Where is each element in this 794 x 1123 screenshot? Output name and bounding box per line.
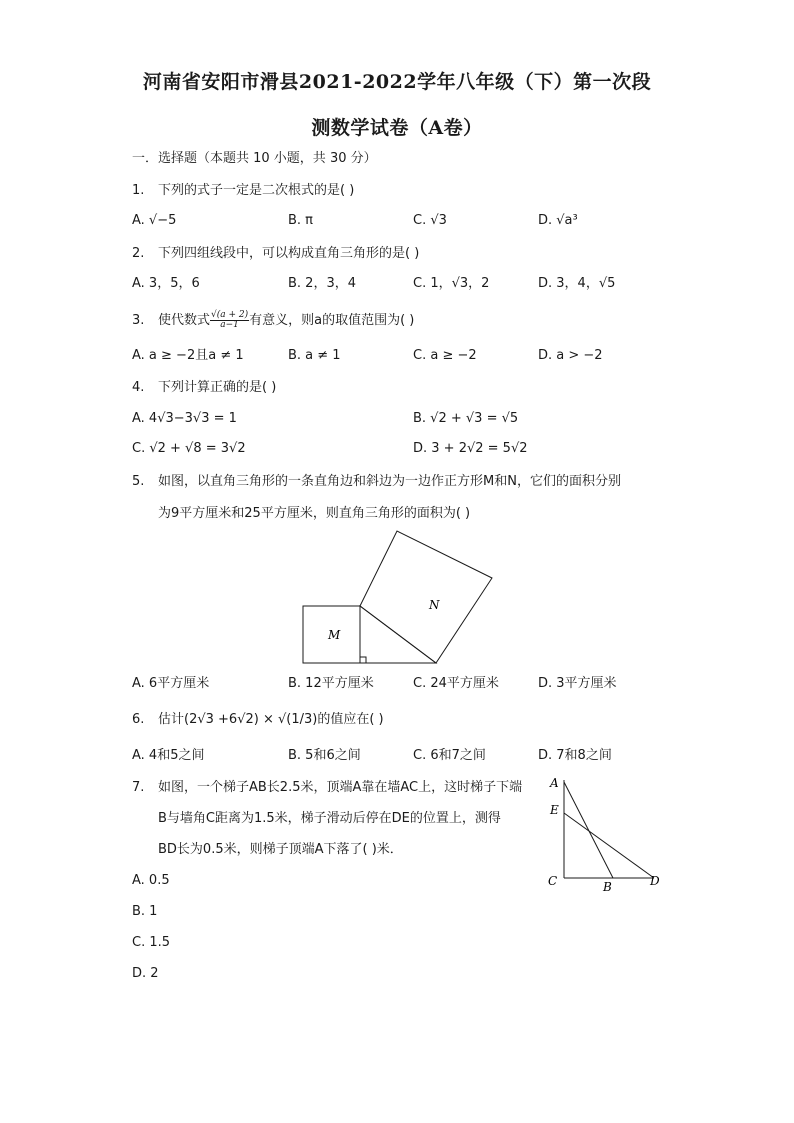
q6-option-c: C. 6和7之间 (413, 748, 486, 763)
q2-option-c: C. 1，√3，2 (413, 276, 490, 291)
question-4 (132, 379, 276, 397)
question-number: 6. (132, 712, 145, 727)
right-angle-marker (360, 657, 366, 663)
q4-option-a: A. 4√3−3√3 = 1 (132, 411, 237, 426)
question-5 (132, 473, 621, 491)
question-number: 3. (132, 313, 145, 328)
q4-option-b: B. √2 + √3 = √5 (413, 411, 519, 426)
q6-option-b: B. 5和6之间 (288, 748, 361, 763)
ladder-ab (564, 782, 613, 878)
question-stem-line-2: B与墙角C距离为1.5米，梯子滑动后停在DE的位置上，测得 (158, 811, 501, 826)
q1-option-c: C. √3 (413, 213, 447, 228)
q4-option-c: C. √2 + √8 = 3√2 (132, 441, 246, 456)
question-stem-line-1: 如图，一个梯子AB长2.5米，顶端A靠在墙AC上，这时梯子下端 (158, 780, 523, 795)
section-heading: 一．选择题（本题共 10 小题，共 30 分） (132, 151, 377, 166)
question-stem: 下列计算正确的是( ) (158, 380, 277, 395)
question-2 (132, 245, 419, 263)
question-number: 4. (132, 380, 145, 395)
question-1 (132, 182, 354, 200)
q1-option-a: A. √−5 (132, 213, 177, 228)
label-m: M (328, 628, 341, 642)
question-stem: 下列四组线段中，可以构成直角三角形的是( ) (158, 246, 420, 261)
q5-option-a: A. 6平方厘米 (132, 676, 210, 691)
q7-option-a: A. 0.5 (132, 873, 170, 888)
ladder-figure (540, 770, 670, 895)
q3-option-d: D. a > −2 (538, 348, 603, 363)
question-number: 1. (132, 183, 145, 198)
question-3 (132, 311, 414, 330)
label-d: D (650, 874, 660, 888)
fraction-numerator: √(a + 2) (211, 310, 249, 320)
label-c: C (548, 874, 558, 888)
q2-option-b: B. 2，3，4 (288, 276, 356, 291)
fraction-denominator: a−1 (220, 320, 239, 330)
label-e: E (550, 803, 559, 817)
square-n (360, 531, 492, 663)
label-n: N (429, 598, 440, 612)
label-a: A (550, 776, 559, 790)
exam-title-line-2: 测数学试卷（A卷） (311, 117, 483, 139)
fraction-expression (210, 311, 249, 330)
q1-option-b: B. π (288, 213, 314, 228)
question-number: 2. (132, 246, 145, 261)
question-stem-line-2: 为9平方厘米和25平方厘米，则直角三角形的面积为( ) (158, 506, 471, 521)
q1-option-d: D. √a³ (538, 213, 578, 228)
q6-option-a: A. 4和5之间 (132, 748, 205, 763)
squares-on-right-triangle-figure (295, 525, 500, 670)
ladder-de (564, 813, 654, 878)
q5-option-d: D. 3平方厘米 (538, 676, 617, 691)
q2-option-d: D. 3，4，√5 (538, 276, 616, 291)
question-stem-line-1: 如图，以直角三角形的一条直角边和斜边为一边作正方形M和N，它们的面积分别 (158, 474, 621, 489)
question-stem: 估计(2√3 +6√2) × √(1/3)的值应在( ) (158, 712, 384, 727)
question-stem-line-3: BD长为0.5米，则梯子顶端A下落了( )米． (158, 842, 403, 857)
q7-option-c: C. 1.5 (132, 935, 171, 950)
q7-option-b: B. 1 (132, 904, 158, 919)
q5-option-c: C. 24平方厘米 (413, 676, 499, 691)
q3-option-b: B. a ≠ 1 (288, 348, 341, 363)
q3-option-c: C. a ≥ −2 (413, 348, 477, 363)
question-6 (132, 711, 384, 729)
question-7 (132, 779, 522, 797)
q6-option-d: D. 7和8之间 (538, 748, 612, 763)
question-stem-post: 有意义，则a的取值范围为( ) (249, 313, 415, 328)
question-number: 7. (132, 780, 145, 795)
q5-option-b: B. 12平方厘米 (288, 676, 374, 691)
exam-title-line-1: 河南省安阳市滑县2021-2022学年八年级（下）第一次段 (142, 71, 652, 93)
right-triangle (360, 606, 436, 663)
q7-option-d: D. 2 (132, 966, 159, 981)
q3-option-a: A. a ≥ −2且a ≠ 1 (132, 348, 244, 363)
question-stem-pre: 使代数式 (158, 313, 211, 328)
question-number: 5. (132, 474, 145, 489)
q2-option-a: A. 3，5，6 (132, 276, 200, 291)
label-b: B (603, 880, 612, 894)
q4-option-d: D. 3 + 2√2 = 5√2 (413, 441, 528, 456)
question-stem: 下列的式子一定是二次根式的是( ) (158, 183, 355, 198)
